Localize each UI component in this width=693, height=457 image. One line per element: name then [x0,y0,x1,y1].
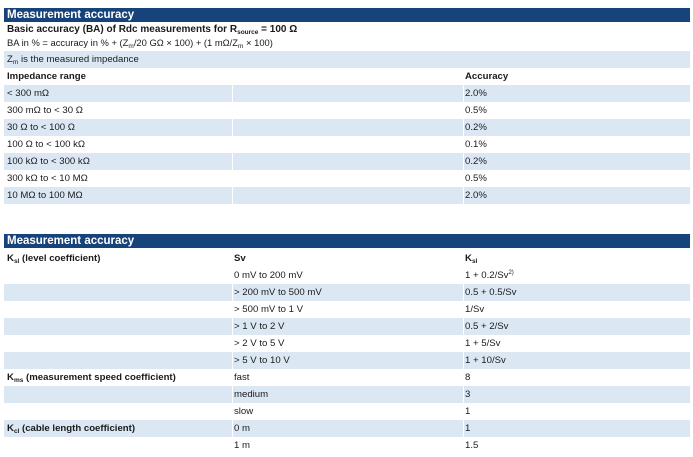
impedance-range-cell: 30 Ω to < 100 Ω [7,122,75,133]
col-accuracy: Accuracy [465,71,509,82]
table-row [4,420,690,437]
table-row [4,403,690,420]
condition-cell: > 200 mV to 500 mV [234,287,322,298]
table-row [4,437,690,454]
condition-cell: > 2 V to 5 V [234,338,285,349]
table1-header: Measurement accuracy [4,8,690,22]
coefficient-cell: 1 [465,423,471,434]
table-row [4,170,690,187]
ksl-level-label: $K_{sl}$ (level coefficient) [7,253,101,265]
condition-cell: 0 mV to 200 mV [234,270,303,281]
coefficient-cell: 1 + 10/Sv [465,355,506,366]
impedance-range-cell: 300 kΩ to < 10 MΩ [7,173,88,184]
accuracy-cell: 0.5% [465,105,487,116]
table-row [4,153,690,170]
condition-cell: 1 m [234,440,250,451]
accuracy-cell: 2.0% [465,88,487,99]
impedance-range-cell: 300 mΩ to < 30 Ω [7,105,83,116]
table-row [4,369,690,386]
coefficient-cell: $1 + 0.2/Sv^{2)}$ [465,270,514,281]
condition-cell: > 500 mV to 1 V [234,304,304,315]
table-row [4,119,690,136]
table1-title: Basic accuracy (BA) of Rdc measurements for $R_{source} = 100$ Ω [7,24,298,36]
accuracy-cell: 0.5% [465,173,487,184]
condition-cell: > 1 V to 2 V [234,321,285,332]
table1-note-row [4,51,690,68]
condition-cell: fast [234,372,250,383]
condition-cell: > 5 V to 10 V [234,355,290,366]
impedance-range-cell: 10 MΩ to 100 MΩ [7,190,83,201]
coefficient-cell: 1 + 5/Sv [465,338,501,349]
table1-note: $Z_m$ is the measured impedance [7,54,139,66]
table-row [4,352,690,369]
coefficient-cell: 0.5 + 0.5/Sv [465,287,517,298]
kms-label: $K_{ms}$ (measurement speed coefficient) [7,372,176,384]
accuracy-cell: 0.2% [465,122,487,133]
table-row [4,136,690,153]
col-impedance-range: Impedance range [7,71,86,82]
table2-header: Measurement accuracy [4,234,690,248]
accuracy-cell: 0.2% [465,156,487,167]
kcl-label: $K_{cl}$ (cable length coefficient) [7,423,136,435]
table-row [4,267,690,284]
coefficient-cell: 3 [465,389,471,400]
col-sv: Sv [234,253,246,264]
table-row [4,335,690,352]
accuracy-cell: 2.0% [465,190,487,201]
coefficient-cell: 8 [465,372,471,383]
coefficient-cell: 1/Sv [465,304,485,315]
condition-cell: 0 m [234,423,250,434]
table-row [4,284,690,301]
coefficient-cell: 1 [465,406,471,417]
condition-cell: medium [234,389,269,400]
table-row [4,318,690,335]
table1-column-headers [4,68,690,85]
table1-formula: BA in % = accuracy in % + ($Z_m/20$ GΩ × 100) + (1 $m\Omega/Z_m \times 100$) [7,37,273,50]
table-row [4,386,690,403]
table-row [4,187,690,204]
impedance-range-cell: 100 kΩ to < 300 kΩ [7,156,90,167]
table-row [4,85,690,102]
table-row [4,301,690,318]
coefficient-cell: 1.5 [465,440,479,451]
coefficient-cell: 0.5 + 2/Sv [465,321,509,332]
condition-cell: slow [234,406,254,417]
table2-column-headers [4,250,690,267]
table-row [4,102,690,119]
accuracy-cell: 0.1% [465,139,487,150]
impedance-range-cell: < 300 mΩ [7,88,50,99]
impedance-range-cell: 100 Ω to < 100 kΩ [7,139,86,150]
col-ksl: $K_{sl}$ [465,253,478,265]
